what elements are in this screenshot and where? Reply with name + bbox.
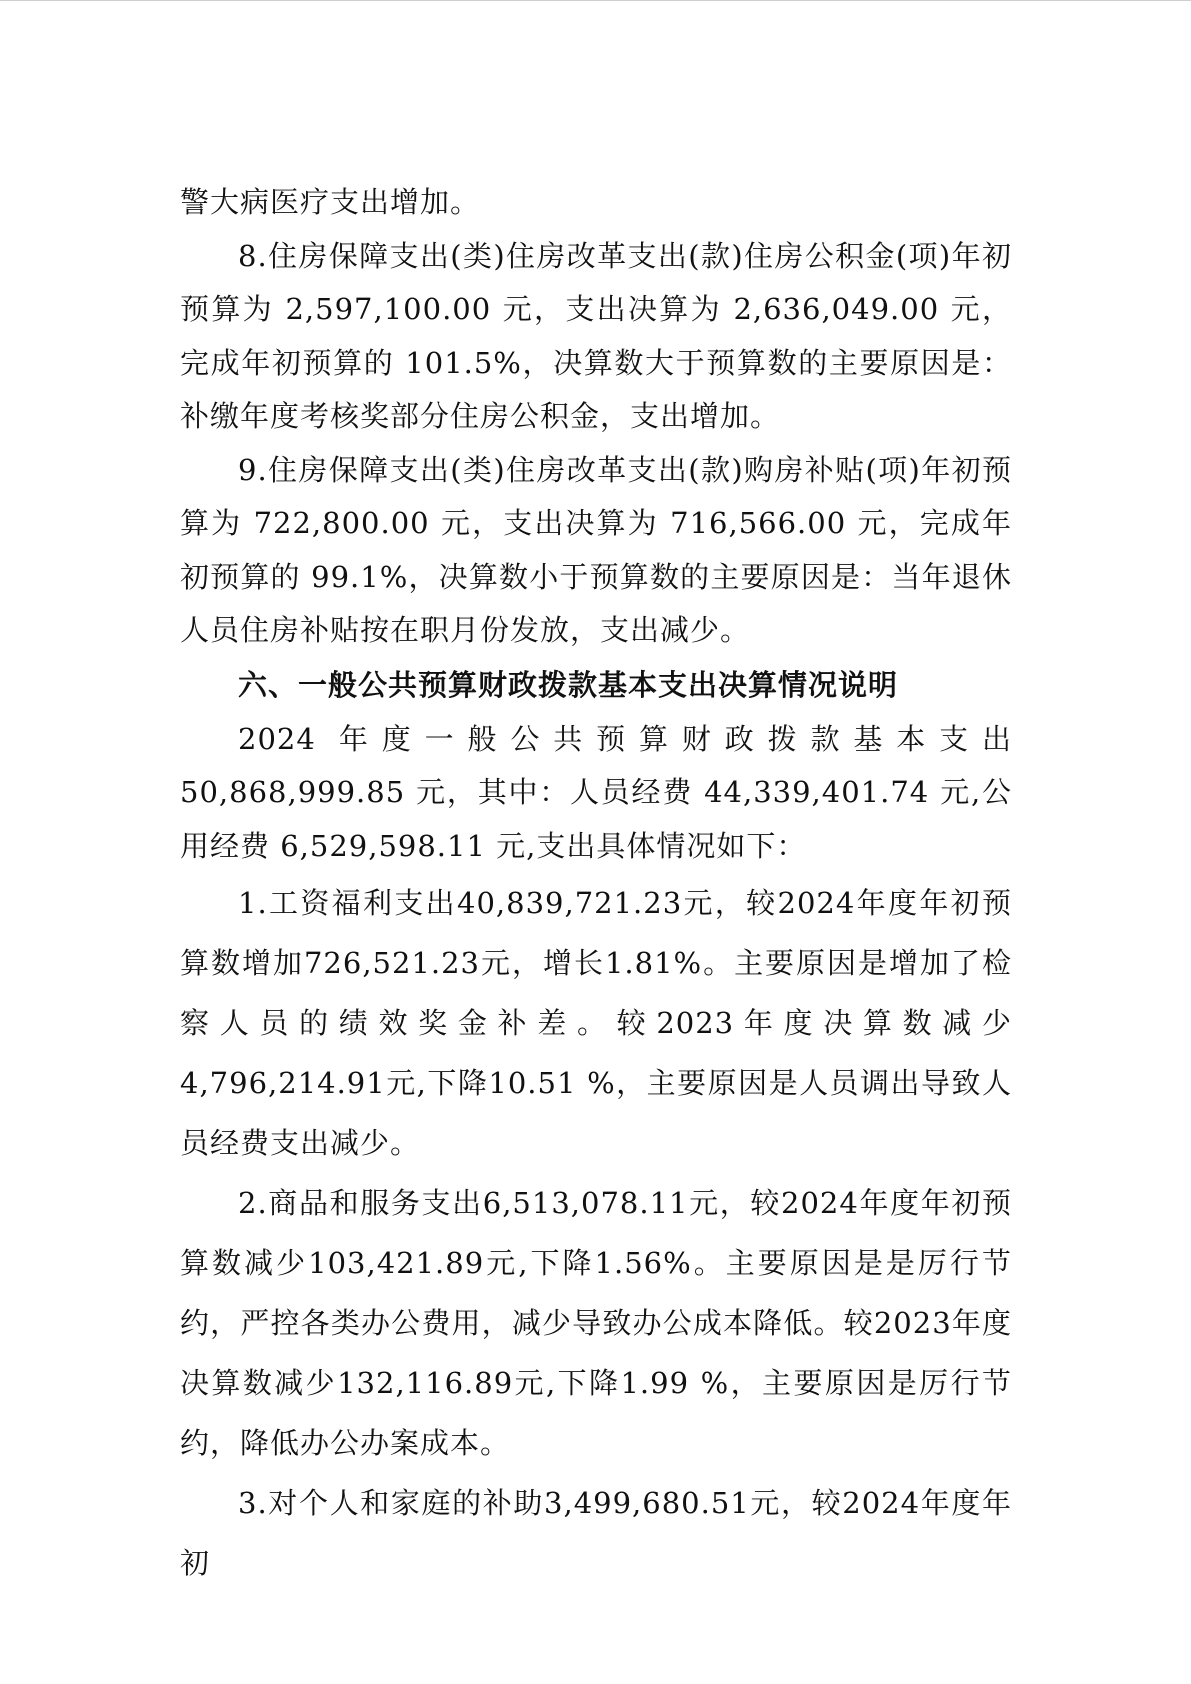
page-top-border <box>0 0 1191 1</box>
paragraph-basic-expenditure-summary: 2024 年度一般公共预算财政拨款基本支出 50,868,999.85 元，其中：人员经费 44,339,401.74 元,公用经费 6,529,598.11 元,支出具体情况如下： <box>180 721 1012 863</box>
paragraph-item-8-housing-fund: 8.住房保障支出(类)住房改革支出(款)住房公积金(项)年初预算为 2,597,100.00 元，支出决算为 2,636,049.00 元，完成年初预算的 101.5%，决算数大于预算数的主要原因是：补缴年度考核奖部分住房公积金，支出增加。 <box>180 238 1012 433</box>
paragraph-item-2-goods-services: 2.商品和服务支出6,513,078.11元，较2024年度年初预算数减少103,421.89元,下降1.56%。主要原因是是厉行节约，严控各类办公费用，减少导致办公成本降低。较2023年度决算数减少132,116.89元,下降1.99 %，主要原因是厉行节约，降低办公办案成本。 <box>180 1186 1012 1460</box>
section-heading-6: 六、一般公共预算财政拨款基本支出决算情况说明 <box>238 667 899 702</box>
paragraph-continuation: 警大病医疗支出增加。 <box>180 185 481 219</box>
paragraph-item-1-wages: 1.工资福利支出40,839,721.23元，较2024年度年初预算数增加726,521.23元，增长1.81%。主要原因是增加了检察人员的绩效奖金补差。较2023年度决算数减少4,796,214.91元,下降10.51 %，主要原因是人员调出导致人员经费支出减少。 <box>180 886 1012 1160</box>
paragraph-item-9-housing-subsidy: 9.住房保障支出(类)住房改革支出(款)购房补贴(项)年初预算为 722,800.00 元，支出决算为 716,566.00 元，完成年初预算的 99.1%，决算数小于预算数的主要原因是：当年退休人员住房补贴按在职月份发放，支出减少。 <box>180 452 1012 647</box>
paragraph-item-3-subsidies: 3.对个人和家庭的补助3,499,680.51元，较2024年度年初 <box>180 1486 1012 1580</box>
document-page <box>180 176 1012 1593</box>
